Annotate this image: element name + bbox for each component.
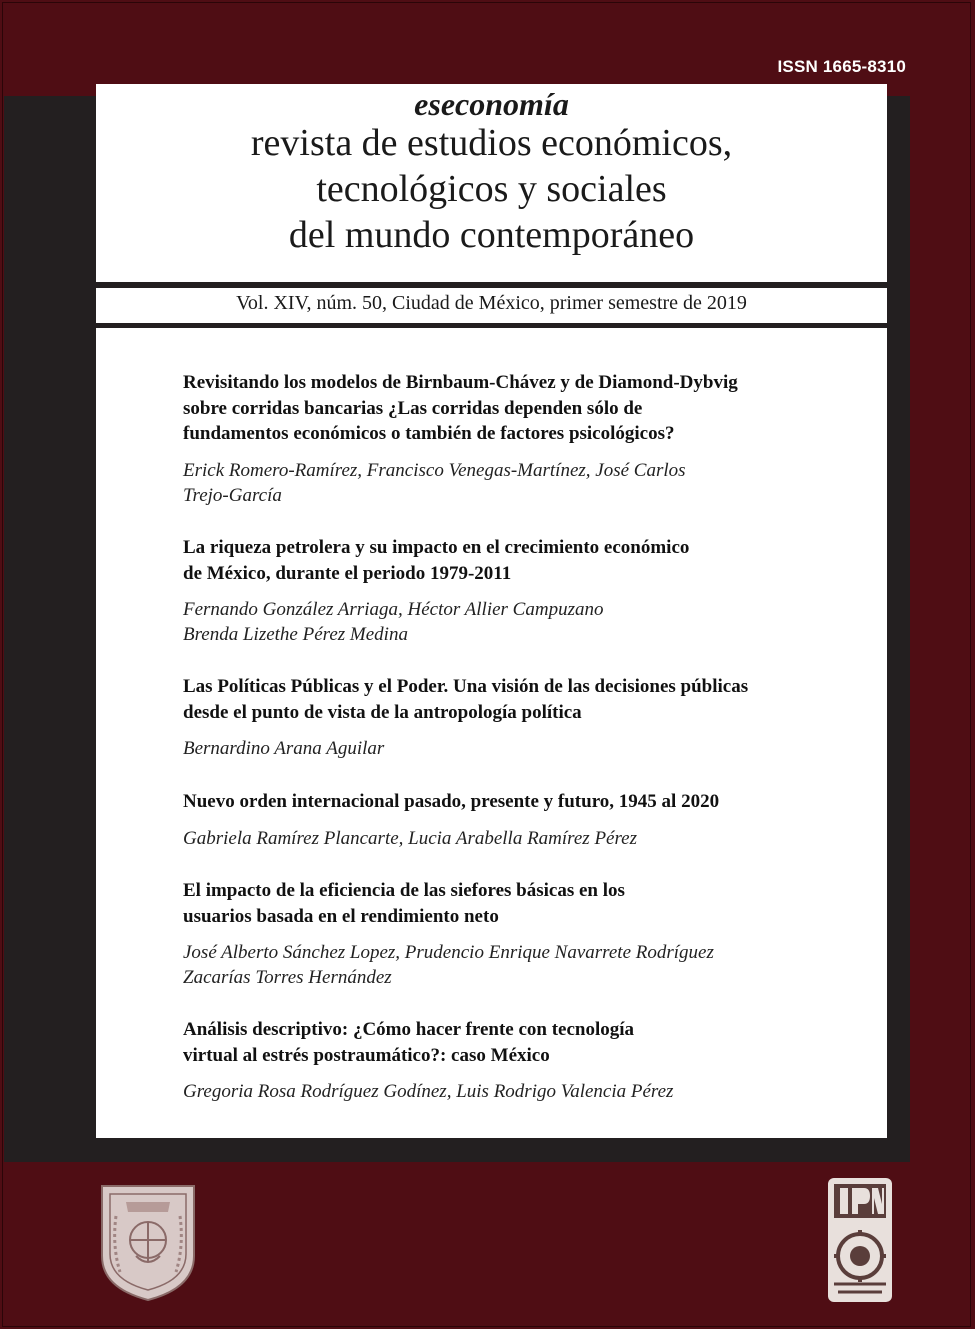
article-title — [183, 674, 823, 725]
article-title-line: desde el punto de vista de la antropología política — [183, 701, 582, 723]
article-author-line: José Alberto Sánchez Lopez, Prudencio Enrique Navarrete Rodríguez — [183, 942, 714, 963]
article-title — [183, 1017, 823, 1068]
article-entry — [183, 878, 823, 990]
journal-subtitle-line: del mundo contemporáneo — [288, 214, 695, 256]
issue-panel — [96, 288, 887, 323]
article-title-line: Nuevo orden internacional pasado, presente y futuro, 1945 al 2020 — [183, 791, 720, 812]
article-title-line: La riqueza petrolera y su impacto en el crecimiento económico — [183, 537, 690, 558]
title-panel — [96, 84, 887, 282]
article-title-line: Análisis descriptivo: ¿Cómo hacer frente con tecnología — [183, 1019, 635, 1040]
article-title-line: Revisitando los modelos de Birnbaum-Chávez y de Diamond-Dybvig — [183, 372, 738, 393]
article-entry — [183, 1017, 823, 1104]
article-title-line: El impacto de la eficiencia de las siefores básicas en los — [183, 880, 625, 901]
contents-panel — [96, 328, 887, 1138]
ipn-seal-icon — [820, 1174, 900, 1306]
ese-seal-icon — [96, 1176, 200, 1304]
article-authors — [183, 826, 823, 851]
article-title-line: Las Políticas Públicas y el Poder. Una visión de las decisiones públicas — [183, 676, 749, 697]
article-author-line: Zacarías Torres Hernández — [183, 967, 392, 988]
issue-info: Vol. XIV, núm. 50, Ciudad de México, primer semestre de 2019 — [236, 292, 747, 314]
article-authors — [183, 1079, 823, 1104]
article-title-line: virtual al estrés postraumático?: caso México — [183, 1044, 550, 1066]
article-title-line: sobre corridas bancarias ¿Las corridas dependen sólo de — [183, 397, 643, 419]
article-authors — [183, 940, 823, 990]
article-entry — [183, 789, 823, 851]
article-authors — [183, 597, 823, 647]
article-title — [183, 789, 823, 815]
journal-name: eseconomía — [414, 86, 569, 122]
article-author-line: Bernardino Arana Aguilar — [183, 738, 385, 759]
article-title-line: de México, durante el periodo 1979-2011 — [183, 562, 512, 584]
article-entry — [183, 674, 823, 761]
article-author-line: Fernando González Arriaga, Héctor Allier Campuzano — [183, 599, 604, 620]
article-title-line: usuarios basada en el rendimiento neto — [183, 905, 499, 927]
article-author-line: Gregoria Rosa Rodríguez Godínez, Luis Rodrigo Valencia Pérez — [183, 1081, 674, 1102]
article-title-line: fundamentos económicos o también de factores psicológicos? — [183, 423, 675, 444]
journal-subtitle-line: tecnológicos y sociales — [316, 168, 667, 210]
article-authors — [183, 458, 823, 508]
article-author-line: Trejo-García — [183, 484, 282, 506]
article-entry — [183, 370, 823, 508]
article-title — [183, 878, 823, 929]
article-title — [183, 370, 823, 447]
article-author-line: Brenda Lizethe Pérez Medina — [183, 624, 408, 645]
article-entry — [183, 535, 823, 647]
article-author-line: Erick Romero-Ramírez, Francisco Venegas-Martínez, José Carlos — [183, 459, 686, 481]
article-author-line: Gabriela Ramírez Plancarte, Lucia Arabella Ramírez Pérez — [183, 827, 638, 849]
journal-subtitle-line: revista de estudios económicos, — [250, 122, 733, 164]
article-authors — [183, 736, 823, 761]
issn-label: ISSN 1665-8310 — [777, 57, 906, 76]
article-title — [183, 535, 823, 586]
